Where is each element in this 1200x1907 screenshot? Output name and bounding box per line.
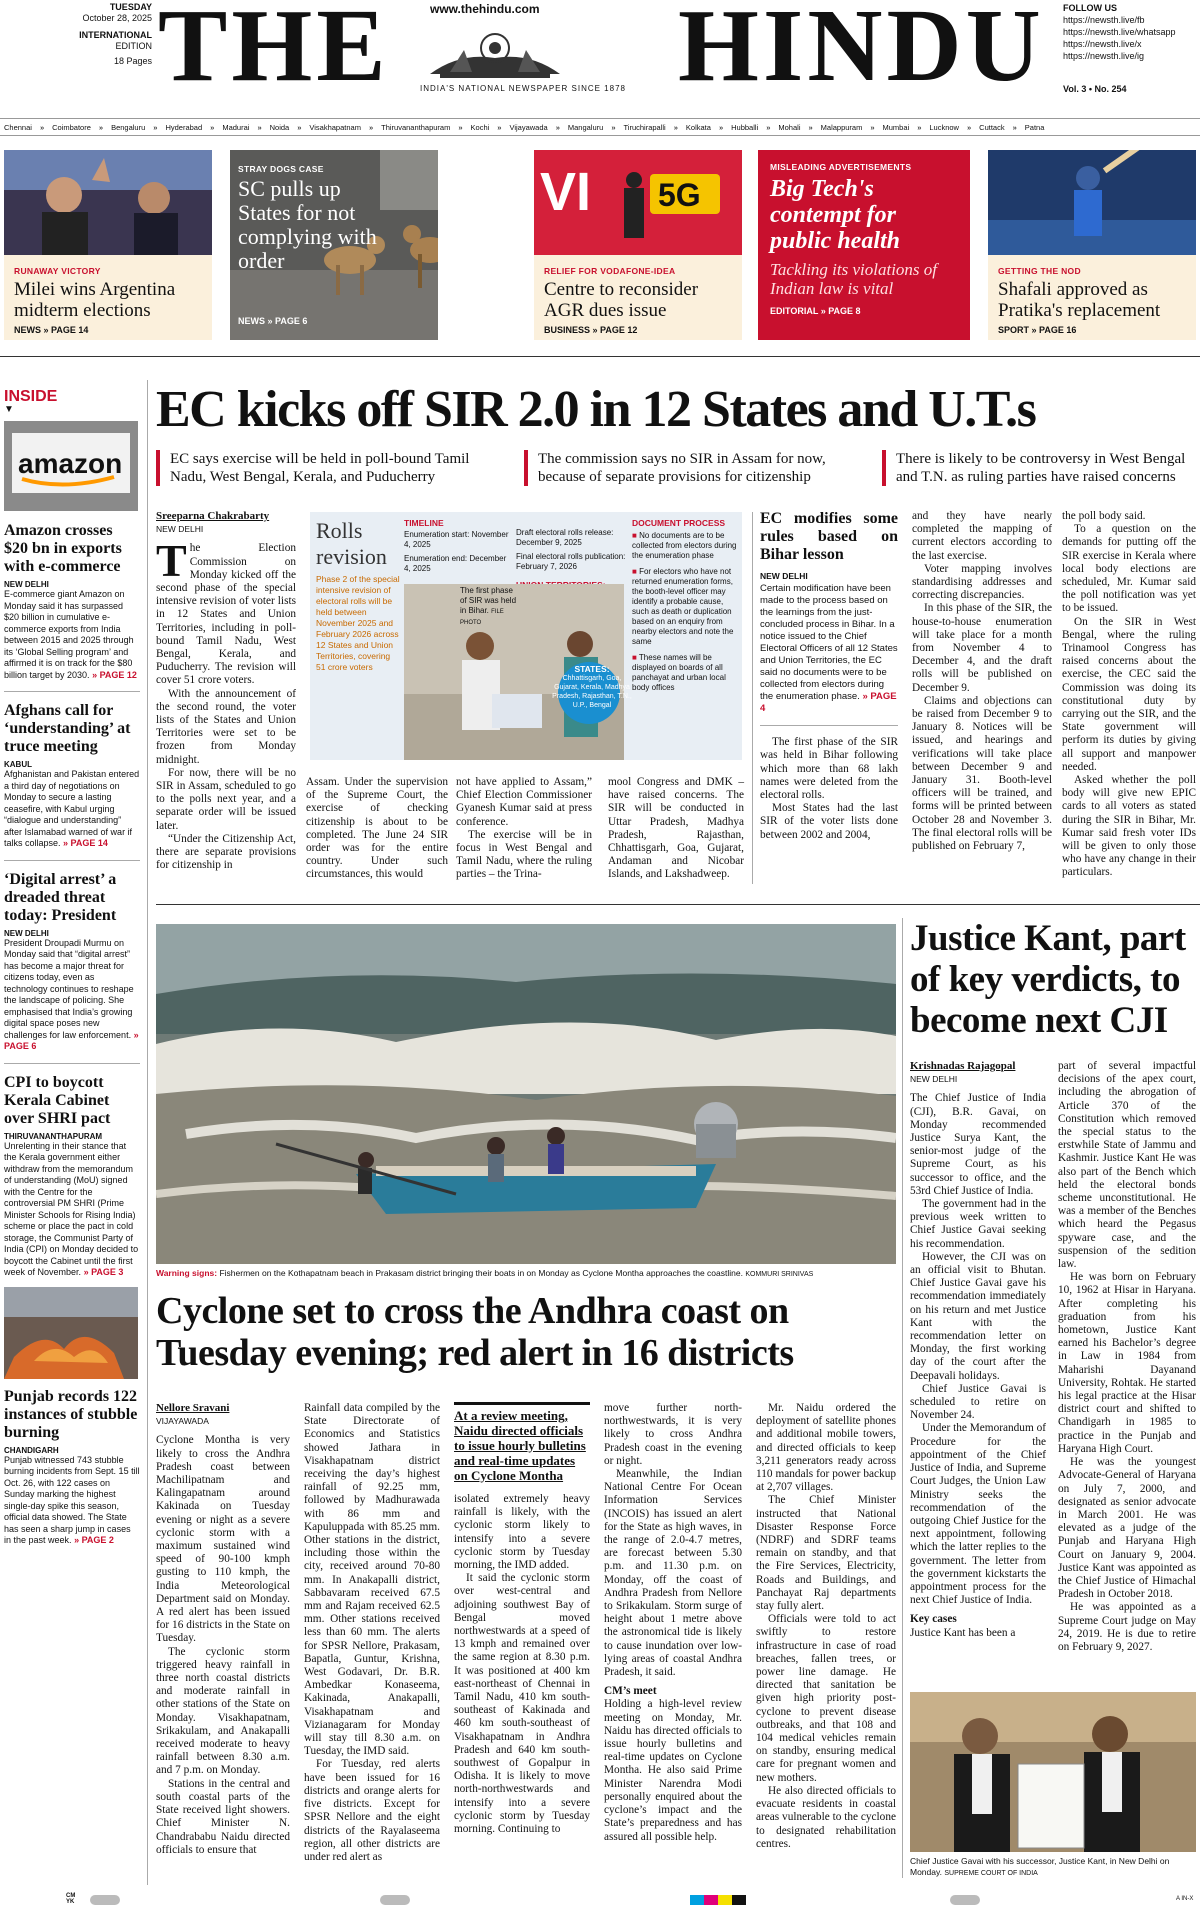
cyclone-text: move further north-northwestwards, it is very likely to cross Andhra Pradesh coast in the evening or night. [604,1402,742,1467]
separator-icon: » [718,122,724,132]
caption-text: Chief Justice Gavai with his successor, Justice Kant, in New Delhi on Monday. [910,1856,1170,1877]
cyclone-text: He also directed officials to evacuate residents in coastal areas vulnerable to the cyclone to designated rehabilitation centres. [756,1784,896,1850]
lead-text: Claims and objections can be raised from December 9 to January 8. Notices will be issued, and hearings and verifications will take place between December 9 and January 31. Booth-level officers will be trained, and forms will be printed between October 28 and November 3. The final electoral rolls will be published on February 7, [912,694,1052,853]
cyclone-text: Officials were told to act swiftly to restore infrastructure in case of road breaches, fallen trees, or power line damage. He directed that sanitation be given high priority post-cyclone to prevent disease outbreaks, and that 108 and 104 medical vehicles remain on standby, ensuring medical care for pregnant women and new mothers. [756,1613,896,1784]
drop-cap: T [156,535,187,587]
inside-item-cpi[interactable] [4,1074,140,1279]
lead-column-3 [456,776,592,882]
lead-headline: EC kicks off SIR 2.0 in 12 States and U.T.s [156,381,1036,438]
divider [0,356,1200,357]
cyclone-dateline: VIJAYAWADA [156,1416,209,1427]
masthead [0,0,1200,116]
follow-link-whatsapp[interactable]: https://newsth.live/whatsapp [1063,27,1176,37]
title-hindu: HINDU [678,0,1045,103]
inside-page-ref[interactable]: » PAGE 14 [63,838,108,848]
cji-text: Chief Justice Gavai is scheduled to retire on November 24. [910,1382,1046,1422]
column-divider [752,512,753,884]
teaser-section: BUSINESS [544,325,591,335]
cyclone-text: It said the cyclonic storm over west-central and adjoining southwest Bay of Bengal moved northwestwards at a speed of 13 kmph and remained over the same region at 8.30 p.m. It was positioned at 400 km east-northeast of Chennai in Tamil Nadu, 410 km south-southeast of Kakinada and 460 km south-southeast of Visakhapatnam in Andhra Pradesh and 640 km south-southwest of Gopalpur in Odisha. It is likely to move north-northwestwards and intensify into a severe cyclonic storm by Tuesday morning. Continuing to [454,1572,590,1836]
lead-text: Asked whether the poll body will give new EPIC cards to all voters as stated during the SIR in Bihar, Mr. Kumar said fresh voter IDs will be given to only those who have any change in their particulars. [1062,774,1196,879]
teaser-headline: Shafali approved as Pratika's replacement [998,279,1161,321]
document-point: For electors who have not returned enumeration forms, the booth-level officer may identify a probable cause, such as death or duplication based on an enquiry from nearby electors and note the same [632,567,734,646]
lead-text: “Under the Citizenship Act, there are separate provisions for citizenship in [156,832,296,872]
separator-icon: » [611,122,616,132]
separator-icon: » [673,122,678,132]
lead-column-6 [912,510,1052,853]
inside-dateline: THIRUVANANTHAPURAM [4,1131,103,1141]
volume-number: Vol. 3 • No. 254 [1063,84,1127,94]
lead-text: In this phase of the SIR, the house-to-house enumeration will take place for a month from November 4 to December 4, and the draft rolls will be published on December 9. [912,602,1052,694]
city-link[interactable]: Malappuram [820,122,863,132]
separator-icon: » [870,122,875,132]
divider [4,860,140,861]
separator-icon: » [808,122,813,132]
city-link[interactable]: Coimbatore [52,122,91,132]
inside-dateline: NEW DELHI [4,928,49,938]
teaser-headline: SC pulls up States for not complying with order [238,176,377,273]
infographic-title: Rolls revision [316,518,387,569]
separator-icon: » [1012,122,1017,132]
vodafone-idea-photo [534,150,742,255]
city-link[interactable]: Kochi [470,122,490,132]
bihar-body: Certain modification have been made to the process based on the learnings from the just- concluded process in Bihar. In a notice issued to the Chief Electoral Officers of all 12 States and Union Territories, the EC said no documents were to be collected from electors during the enumeration phase. [760,583,898,703]
photo-credit: SUPREME COURT OF INDIA [944,1870,1038,1877]
teaser-kicker: GETTING THE NOD [998,266,1081,276]
vi-logo: VI [540,162,592,222]
cji-text: Under the Memorandum of Procedure for the appointment of the Chief Justice of India, and Supreme Court Judges, the Union Law Ministry seeks the recommendation of the outgoing Chief Justice for the next appointment, following which the latter replies to the government. The letter from the government kickstarts the appointment process for the next Chief Justice of India. [910,1422,1046,1607]
teaser-kicker: MISLEADING ADVERTISEMENTS [770,162,912,172]
divider [4,691,140,692]
city-link[interactable]: Kolkata [685,122,711,132]
bullet-icon: ■ [632,567,640,576]
city-link[interactable]: Mumbai [882,122,910,132]
inside-body: President Droupadi Murmu on Monday said that “digital arrest” has become a major threat for citizens today, even as technology continues to reshape the landscape of policing. She emphasised that India’s growing digital space poses new challenges for law enforcement. [4,937,134,1040]
timeline-item: Final electoral rolls publication: February 7, 2026 [516,552,626,571]
teaser-milei[interactable] [4,150,212,340]
divider [4,1063,140,1064]
city-link[interactable]: Tiruchirapalli [623,122,666,132]
cji-text: The government had in the previous week written to Chief Justice Gavai seeking his recommendation. [910,1198,1046,1250]
photo-credit: FILE PHOTO [460,609,504,626]
inside-headline: Punjab records 122 instances of stubble burning [4,1387,138,1441]
cyclone-text: Meanwhile, the Indian National Centre For Ocean Information Services (INCOIS) has issued an alert for the State as high waves, in the range of 2.0-4.7 metres, are forecast between 5.30 p.m. and 11.30 p.m. on Monday, off the coast of Andhra Pradesh from Nellore to Srikakulam. Storm surge of height about 1 metre above the astronomical tide is likely to cause inundation over low-lying areas of coastal Andhra Pradesh, it said. [604,1468,742,1679]
teaser-section: NEWS [14,325,41,335]
teaser-headline: Milei wins Argentina midterm elections [14,279,176,321]
teaser-editorial[interactable] [758,150,970,340]
bullet-icon: ■ [632,653,639,662]
edition-label: EDITION [115,41,152,51]
page-count: 18 Pages [113,56,152,66]
separator-icon: » [39,122,45,132]
caption-label: Warning signs: [156,1268,218,1278]
cyclone-beach-photo [156,924,896,1264]
emblem-icon [420,22,570,84]
separator-icon: » [98,122,104,132]
bihar-dateline: NEW DELHI [760,571,808,581]
edition-code: A IN-X [1176,1896,1194,1902]
teaser-page: » PAGE 8 [820,306,861,316]
city-link[interactable]: Cuttack [979,122,1005,132]
city-link[interactable]: Lucknow [929,122,959,132]
cyclone-column-1 [156,1402,290,1857]
lead-dateline: NEW DELHI [156,524,204,535]
inside-body: Afghanistan and Pakistan entered a third day of negotiations on Monday to secure a lasting ceasefire, with Kabul urging “dialogue and understanding” after Islamabad warned of war if talks collapse. [4,769,140,848]
newspaper-title [158,0,1045,103]
bihar-text: Most States had the last SIR of the voter lists done between 2002 and 2004, [760,802,898,841]
inside-page-ref[interactable]: » PAGE 3 [83,1267,124,1277]
infographic-intro: Phase 2 of the special intensive revision of electoral rolls will be held between November 2025 and February 2026 across 12 States and Union Territories, covering 51 crore voters [316,574,400,672]
cyclone-text: Holding a high-level review meeting on Monday, Mr. Naidu has directed officials to issue hourly bulletins and real-time updates on Cyclone Montha. He also said Prime Minister Narendra Modi personally enquired about the cyclone’s impact and the State’s preparedness and has assured all possible help. [604,1698,742,1843]
edition-name: INTERNATIONAL [79,30,152,40]
teaser-kicker: RELIEF FOR VODAFONE-IDEA [544,266,676,276]
cji-text: The Chief Justice of India (CJI), B.R. Gavai, on Monday recommended Justice Surya Kant, the senior-most judge of the Supreme Court, as his successor to office, and the 53rd Chief Justice of India. [910,1092,1046,1197]
lead-text: The exercise will be in focus in West Bengal and Tamil Nadu, where the ruling parties – the Trina- [456,828,592,881]
lead-column-1 [156,510,296,872]
lead-deck: There is likely to be controversy in West Bengal and T.N. as ruling parties have raised concerns [882,450,1200,486]
timeline-item: Enumeration start: November 4, 2025 [404,530,509,549]
separator-icon: » [153,122,158,132]
city-link[interactable]: Vijayawada [509,122,548,132]
cyclone-text: isolated extremely heavy rainfall is likely, with the cyclonic storm likely to intensify into a severe cyclonic storm by Tuesday morning, the IMD added. [454,1493,590,1572]
cyclone-text: Mr. Naidu ordered the deployment of satellite phones and additional mobile towers, and directed officials to keep 3,211 generators ready across 110 mandals for power backup at 2,707 villages. [756,1402,896,1494]
inside-page-ref[interactable]: » PAGE 6 [4,1029,139,1051]
teaser-page: » PAGE 14 [43,325,89,335]
inside-item-afghans[interactable] [4,702,140,850]
edition-info [52,2,152,67]
teaser-page: » PAGE 12 [592,325,638,335]
cji-caption [910,1856,1196,1879]
5g-logo: 5G [658,177,701,213]
city-link[interactable]: Madurai [222,122,250,132]
rolls-revision-infographic [310,512,742,760]
teaser-kicker: STRAY DOGS CASE [238,164,324,174]
city-link[interactable]: Bengaluru [111,122,146,132]
cji-text: Justice Kant has been a [910,1626,1016,1639]
inside-dateline: CHANDIGARH [4,1445,59,1455]
teaser-section: SPORT [998,325,1030,335]
milei-photo [4,150,212,255]
document-point: These names will be displayed on boards of all panchayat and urban local body offices [632,653,726,692]
teaser-headline: Centre to reconsider AGR dues issue [544,279,699,321]
lead-text: he Election Commission on Monday kicked off the second phase of the special intensive revision of voter lists in 12 States and Union Territories, including in poll-bound Tamil Nadu, West Bengal, Kerala, and Puducherry. The revision will cover 51 crore voters. [156,542,296,687]
teaser-headline: Big Tech's contempt for public health [770,176,901,254]
inside-page-ref[interactable]: » PAGE 12 [92,669,137,680]
lead-text: not have applied to Assam,” Chief Election Commissioner Gyanesh Kumar said at press conference. [456,776,592,828]
separator-icon: » [257,122,262,132]
inside-body: E-commerce giant Amazon on Monday said it has surpassed $20 billion in cumulative e-commerce exports from India between 2015 and 2025 through its ‘Global Selling program’ and affirmed it is on track for the $80 billion target by 2030. [4,589,134,680]
tagline: INDIA'S NATIONAL NEWSPAPER SINCE 1878 [420,84,626,93]
lead-text: and they have nearly completed the mapping of current electors according to the last exercise. [912,510,1052,562]
amazon-photo [4,421,138,511]
city-link[interactable]: Hyderabad [165,122,203,132]
separator-icon: » [458,122,463,132]
edition-day: TUESDAY [109,2,152,12]
teaser-shafali[interactable] [988,150,1196,340]
inside-headline: Amazon crosses $20 bn in exports with e-commerce [4,522,122,575]
amazon-logo: amazon [18,448,123,479]
bihar-headline: EC modifies some rules based on Bihar lesson [760,510,898,563]
teaser-stray-dogs[interactable] [230,150,438,340]
lead-text: To a question on the demands for putting off the SIR exercise in Kerala where local body elections are scheduled, Mr. Kumar said the poll notification was yet to be issued. [1062,523,1196,615]
column-divider [147,380,148,1885]
cji-text: He was the youngest Advocate-General of Haryana on July 7, 2000, and designated as senior advocate in March 2001. He was elevated as a judge of the Punjab and Haryana High Court on January 9, 2004. Justice Kant was appointed as the Chief Justice of Himachal Pradesh in October 2018. [1058,1456,1196,1601]
cji-headline: Justice Kant, part of key verdicts, to become next CJI [910,918,1186,1041]
bihar-text: The first phase of the SIR was held in Bihar following which more than 68 lakh names were deleted from the electoral rolls. [760,736,898,802]
follow-label: FOLLOW US [1063,3,1117,13]
timeline-item: Draft electoral rolls release: December 9, 2025 [516,528,614,547]
cyclone-text: Stations in the central and south coastal parts of the State received light showers. Chief Minister N. Chandrababu Naidu directed officials to ensure that [156,1777,290,1856]
follow-link-ig[interactable]: https://newsth.live/ig [1063,51,1145,61]
lead-text: Voter mapping involves standardising addresses and correcting discrepancies. [912,562,1052,602]
bihar-page-ref[interactable]: » PAGE 4 [760,691,897,715]
bihar-sidebar [760,510,898,842]
cyclone-text: The Chief Minister instructed that National Disaster Response Force (NDRF) and SDRF teams remain on standby, and that the Fire Services, Electricity, Roads and Buildings, and Panchayat Raj departments stay fully alert. [756,1494,896,1613]
cyclone-text: Cyclone Montha is very likely to cross the Andhra Pradesh coast between Machilipatnam and Kalingapatnam around Kakinada on Tuesday evening or night as a severe cyclonic storm with a maximum sustained wind speed of 90-100 kmph gusting to 110 kmph, the India Meteorological Department said on Monday. A red alert has been issued for 16 districts in the State on Tuesday. [156,1434,290,1645]
cyclone-text: For Tuesday, red alerts have been issued for 16 districts and orange alerts for five districts. Except for SPSR Nellore and the eight districts of the Rayalaseema region, all other districts are under red alert as [304,1758,440,1863]
teaser-section: EDITORIAL [770,306,819,316]
follow-link-fb[interactable]: https://newsth.live/fb [1063,15,1145,25]
cyclone-column-4 [604,1402,742,1844]
lead-text: On the SIR in West Bengal, where the ruling Trinamool Congress has raised concerns about the exercise, the CEC said the Commission was doing its constitutional duty by carrying out the SIR, and the State government will perform its duties by giving all support and manpower needed. [1062,615,1196,773]
separator-icon: » [497,122,502,132]
cyclone-caption [156,1268,896,1280]
timeline-label: TIMELINE [404,518,444,528]
lead-column-7 [1062,510,1196,880]
inside-label: INSIDE [4,388,58,405]
inside-item-amazon[interactable] [4,522,140,681]
lead-text: Assam. Under the supervision of the Supreme Court, the exercise of checking citizenship is about to be completed. The June 24 SIR order was for the entire country. Under such circumstances, this would [306,776,448,881]
city-link[interactable]: Noida [269,122,290,132]
cyclone-subhead: CM’s meet [604,1685,657,1698]
cyclone-text: The cyclonic storm triggered heavy rainfall in three north coastal districts and moderate rainfall in other stations of the State on Monday. Visakhapatnam, Srikakulam, and Anakapalli received moderate to heavy rainfall between 8.30 a.m. and 7 p.m. on Monday. [156,1645,290,1777]
cji-byline: Krishnadas Rajagopal [910,1060,1016,1072]
separator-icon: » [368,122,374,132]
city-link[interactable]: Mohali [778,122,801,132]
website-url[interactable]: www.thehindu.com [430,2,540,16]
cyclone-text: Rainfall data compiled by the State Directorate of Economics and Statistics showed Jathara in Visakhapatnam district receiving the day’s highest rainfall of 92.25 mm, followed by Madhurawada with 86 mm and Kapuluppada with 85.25 mm. Other stations in the district, including those within the city, received around 70-80 mm. In Anakapalli district, Sabbavaram received 67.5 mm and Rajam received 62.5 mm. Other stations received less than 60 mm. The alerts for SPSR Nellore, Prakasam, Bapatla, Guntur, Krishna, West Godavari, Dr. B.R. Ambedkar Konaseema, Kakinada, Anakapalli, Visakhapatnam and Vizianagaram for Monday will stay till 8.30 a.m. on Tuesday, the IMD said. [304,1402,440,1758]
teaser-vodafone[interactable] [534,150,742,340]
city-link[interactable]: Chennai [4,122,32,132]
print-registration-bar [0,1893,1200,1907]
title-the: THE [158,0,390,103]
lead-text: the poll body said. [1062,510,1146,522]
separator-icon: » [766,122,771,132]
inside-headline: ‘Digital arrest’ a dreaded threat today: President [4,870,117,924]
caption-text: Fishermen on the Kothapatnam beach in Prakasam district bringing their boats in on Monday as Cyclone Montha approaches the coastline. [219,1268,743,1278]
divider [156,904,1200,905]
city-link[interactable]: Patna [1024,122,1045,132]
separator-icon: » [210,122,215,132]
cyclone-column-5 [756,1402,896,1851]
states-label: STATES: [574,664,610,674]
lead-deck: EC says exercise will be held in poll-bound Tamil Nadu, West Bengal, Kerala, and Puducherry [156,450,496,486]
cji-text: part of several impactful decisions of the apex court, including the abrogation of Article 370 of the Constitution which removed the special status to the erstwhile State of Jammu and Kashmir. Justice Kant He was also part of the Bench which held the electoral bonds scheme unconstitutional. He was a member of the Benches which heard the Pegasus spyware case, and the suspension of the sedition law. [1058,1060,1196,1271]
inside-item-digital-arrest[interactable] [4,871,140,1053]
cji-column-2 [1058,1060,1196,1654]
timeline-item: Enumeration end: December 4, 2025 [404,554,507,573]
teaser-section: NEWS [238,316,265,326]
inside-column [4,388,140,1547]
cji-text: However, the CJI was on an official visit to Bhutan. Chief Justice Gavai gave his recommendation immediately on his return and met Justice Kant with the recommendation letter on Monday, the first working day of the court after the Deepavali holidays. [910,1250,1046,1382]
cji-dateline: NEW DELHI [910,1074,958,1085]
inside-page-ref[interactable]: » PAGE 2 [74,1535,114,1545]
lead-deck: The commission says no SIR in Assam for now, because of separate provisions for citizenship [524,450,864,486]
divider [760,725,898,726]
follow-link-x[interactable]: https://newsth.live/x [1063,39,1142,49]
separator-icon: » [555,122,560,132]
city-link[interactable]: Visakhapatnam [309,122,361,132]
teaser-subhead: Tackling its violations of Indian law is vital [770,260,938,298]
shafali-photo [988,150,1196,255]
separator-icon: » [297,122,302,132]
inside-body: Unrelenting in their stance that the Kerala government either withdraw from the memorandum of understanding (MoU) signed with the Centre for the controversial PM SHRI (Prime Minister Schools for Rising India) scheme or place the pact in cold storage, the Communist Party of India (CPI) on Monday decided to boycott the Cabinet until the first week of November. [4,1140,139,1277]
document-process-label: DOCUMENT PROCESS [632,518,726,528]
teaser-kicker: RUNAWAY VICTORY [14,266,101,276]
separator-icon: » [917,122,922,132]
lead-text: With the announcement of the second round, the voter lists of the States and Union Territories were set to be frozen from Monday midnight. [156,687,296,766]
document-point: No documents are to be collected from electors during the enumeration phase [632,531,737,560]
cji-text: He was born on February 10, 1962 at Hisar in Haryana. After completing his graduation from his hometown, Justice Kant earned his Bachelor’s degree in Law in 1984 from Maharishi Dayanand University, Rohtak. He started his legal practice at the Hisar district court and shifted to Chandigarh in 1985 to practice in the Punjab and Haryana High Court. [1058,1271,1196,1455]
color-swatches [90,1895,1170,1905]
inside-dateline: KABUL [4,760,32,769]
inside-headline: CPI to boycott Kerala Cabinet over SHRI pact [4,1073,111,1127]
bullet-icon: ■ [632,531,640,540]
city-editions-bar [0,118,1200,136]
lead-byline: Sreeparna Chakrabarty [156,510,270,522]
separator-icon: » [966,122,972,132]
stubble-burning-photo [4,1287,138,1379]
teaser-page: » PAGE 16 [1031,325,1077,335]
cyclone-headline: Cyclone set to cross the Andhra coast on Tuesday evening; red alert in 16 districts [156,1290,794,1374]
inside-body: Punjab witnessed 743 stubble burning incidents from Sept. 15 till Oct. 26, with 122 cases on Sunday marking the highest single-day spike this season, official data showed. The State has seen a sharp jump in cases in the past week. [4,1454,140,1545]
city-link[interactable]: Thiruvananthapuram [381,122,451,132]
city-link[interactable]: Hubballi [731,122,759,132]
cji-column-1 [910,1060,1046,1640]
cji-photo [910,1692,1196,1852]
cyclone-callout: At a review meeting, Naidu directed officials to issue hourly bulletins and real-time updates on Cyclone Montha [454,1402,590,1483]
follow-us [1063,2,1176,62]
inside-dateline: NEW DELHI [4,580,49,589]
photo-credit: KOMMURI SRINIVAS [745,1271,814,1278]
caret-down-icon: ▼ [4,404,14,415]
inside-item-punjab[interactable] [4,1388,140,1547]
states-list: Chhattisgarh, Goa, Gujarat, Kerala, Madhya Pradesh, Rajasthan, T.N., U.P., Bengal [552,675,632,709]
cyclone-byline: Nellore Sravani [156,1402,230,1414]
cji-text: He was appointed as a Supreme Court judge on May 24, 2019. He is due to retire on February 9, 2027. [1058,1601,1196,1653]
photo-caption: The first phase of SIR was held in Bihar. [460,586,517,615]
column-divider [902,918,903,1878]
inside-headline: Afghans call for ‘understanding’ at truce meeting [4,702,131,755]
cyclone-column-3 [454,1402,590,1836]
cyclone-column-2 [304,1402,440,1864]
edition-date: October 28, 2025 [82,13,152,23]
cji-subhead: Key cases [910,1613,957,1626]
city-link[interactable]: Mangaluru [567,122,604,132]
lead-text: mool Congress and DMK – have raised concerns. The SIR will be conducted in Uttar Pradesh, Madhya Pradesh, Rajasthan, Chhattisgarh, Goa, Gujarat, Andaman and Nicobar Islands, and Lakshadweep. [608,776,744,881]
teaser-page: » PAGE 6 [267,316,308,326]
lead-text: For now, there will be no SIR in Assam, scheduled to go to the polls next year, and a separate order will be issued later. [156,766,296,832]
cmyk-label: CM YK [66,1893,76,1905]
